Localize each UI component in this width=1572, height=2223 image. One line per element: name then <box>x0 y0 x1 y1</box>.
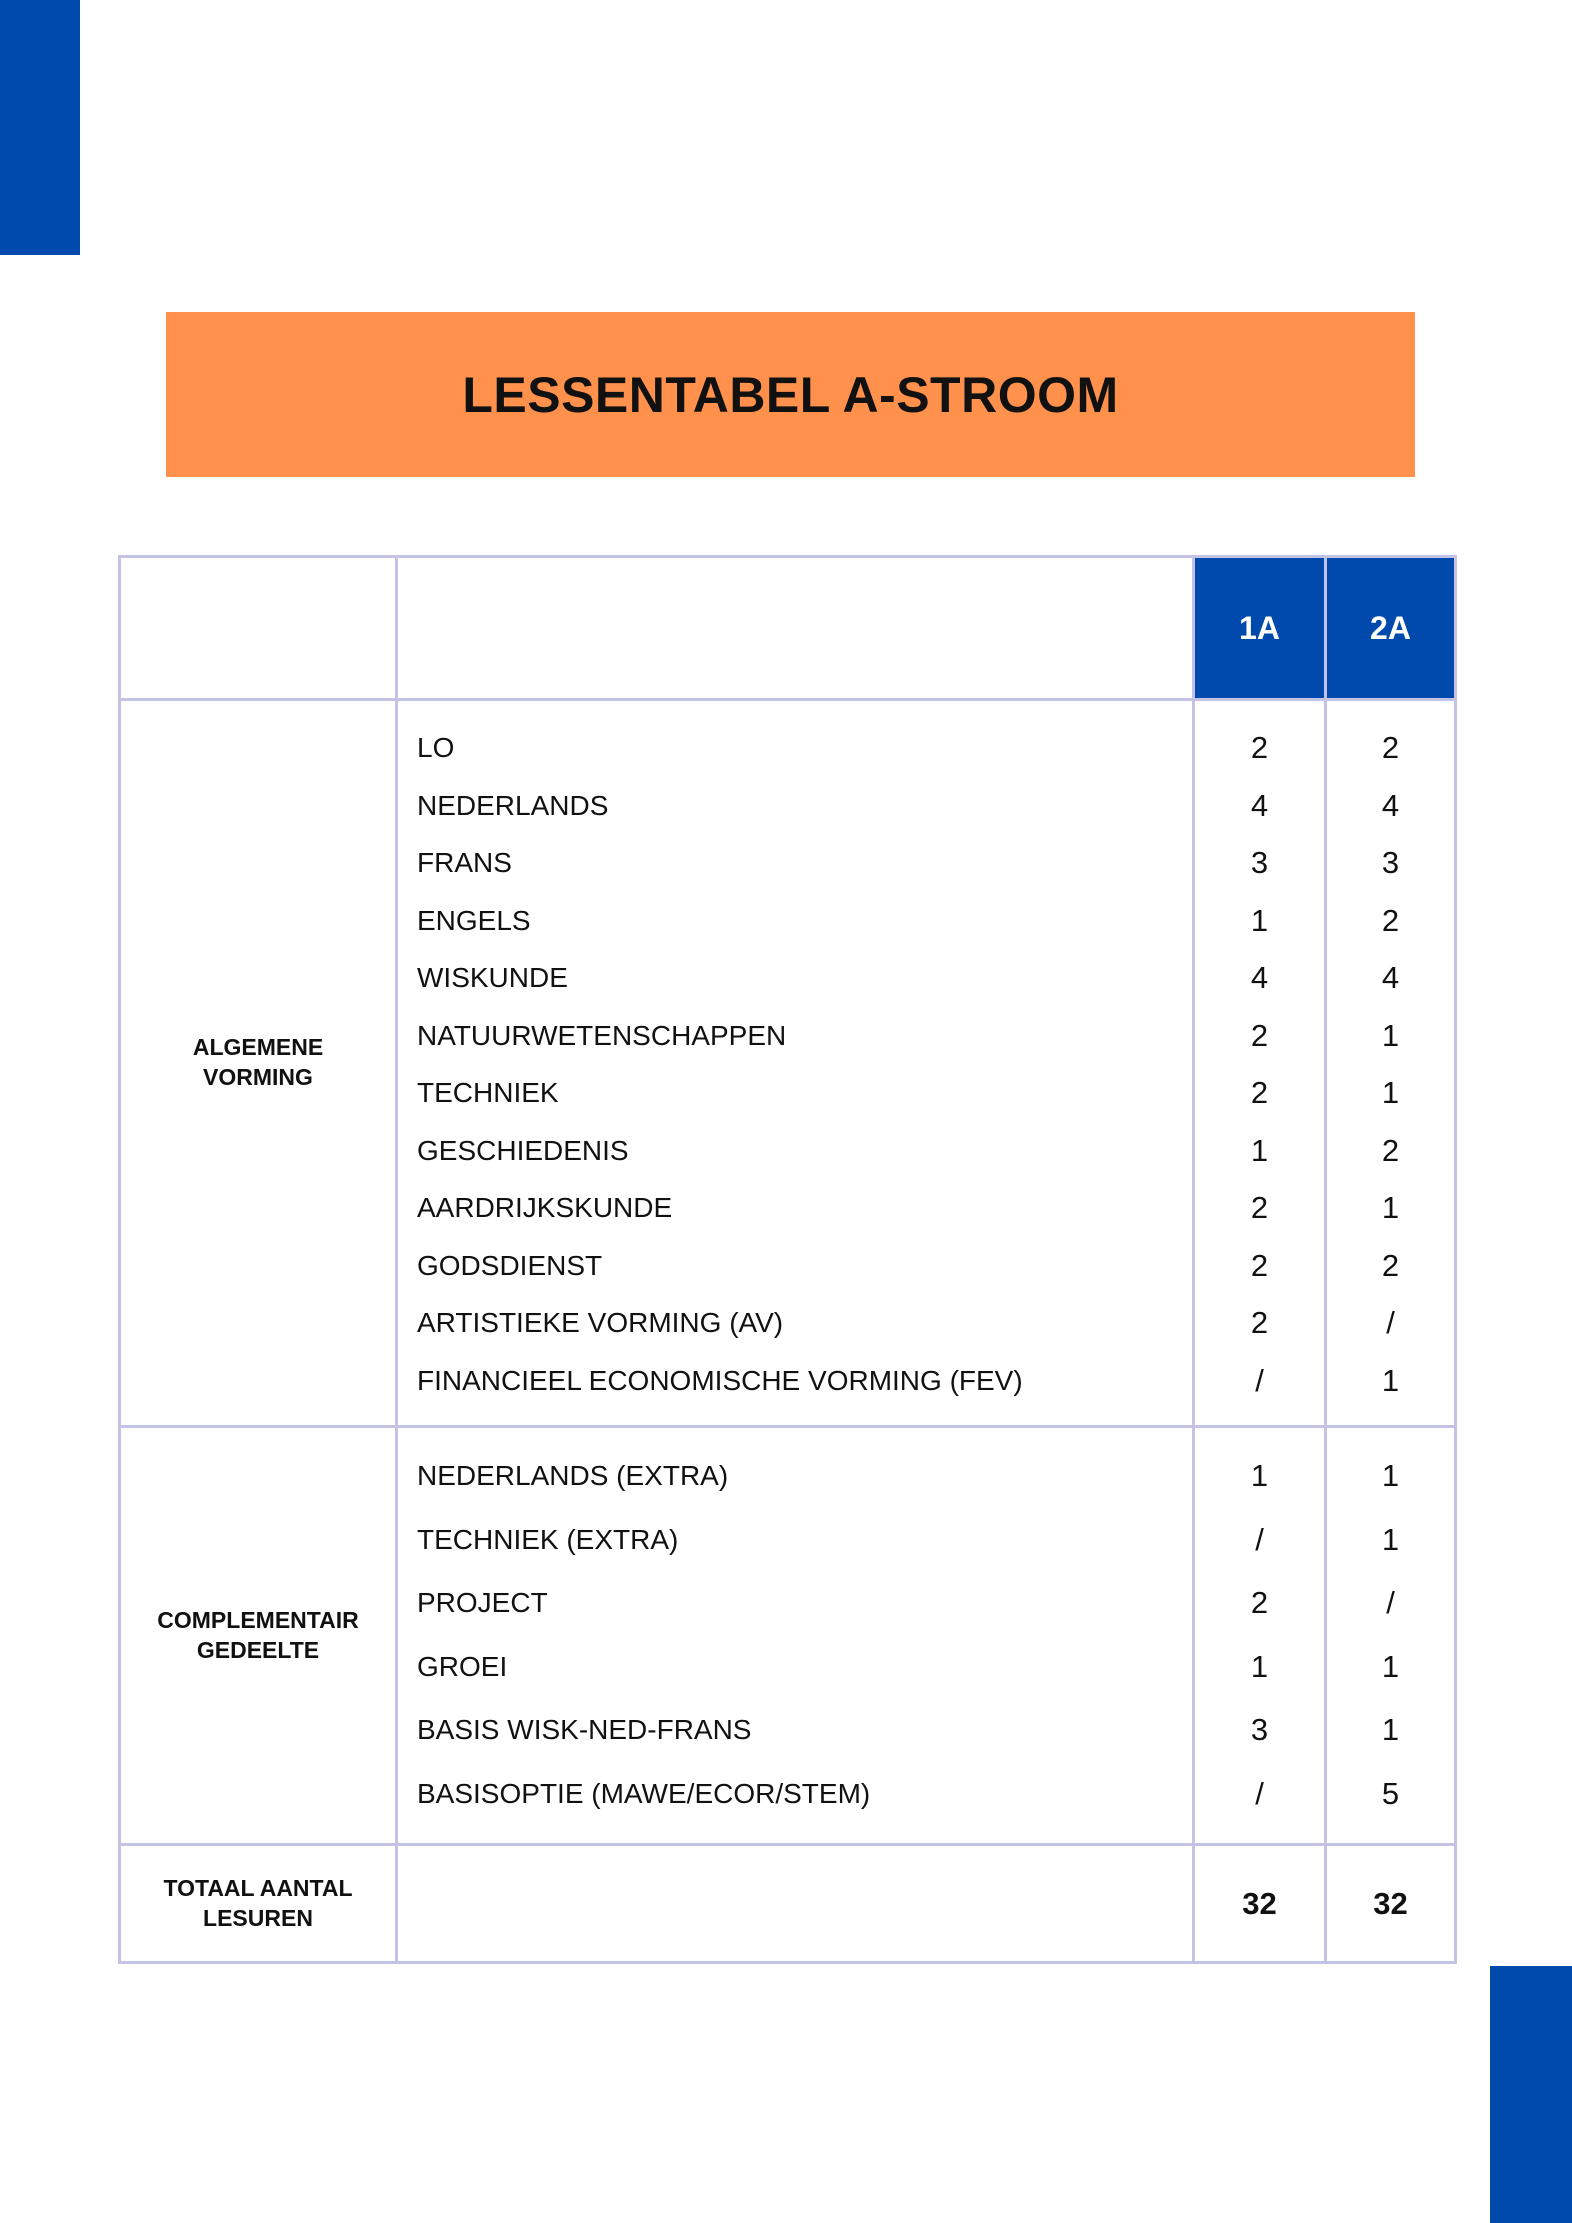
hours-value: 3 <box>1250 845 1269 880</box>
hours-value: / <box>1255 1775 1264 1811</box>
subject-name: NATUURWETENSCHAPPEN <box>417 1019 787 1051</box>
hours-value: 2 <box>1250 1305 1269 1340</box>
table-header-row <box>120 557 1456 700</box>
hours-value: 1 <box>1250 902 1269 938</box>
total-1a: 32 <box>1194 1845 1326 1963</box>
hours-value: 2 <box>1250 730 1269 765</box>
lessentabel-table <box>118 555 1457 1964</box>
subject-name: ENGELS <box>417 904 531 936</box>
group-complementair-gedeelte <box>120 1427 1456 1845</box>
hours-value: / <box>1386 1305 1395 1340</box>
page-title: LESSENTABEL A-STROOM <box>462 366 1119 423</box>
subject-name: NEDERLANDS (EXTRA) <box>417 1460 729 1491</box>
subject-column <box>397 1427 1194 1845</box>
hours-value: 1 <box>1381 1017 1400 1053</box>
hours-value: 2 <box>1250 1017 1269 1053</box>
hours-value: / <box>1386 1585 1395 1620</box>
subject-name: TECHNIEK (EXTRA) <box>417 1523 679 1555</box>
hours-value: 2 <box>1381 902 1400 938</box>
hours-value: 4 <box>1381 787 1400 823</box>
header-empty-category <box>120 557 397 700</box>
group-algemene-vorming <box>120 700 1456 1427</box>
subject-name: GESCHIEDENIS <box>417 1134 629 1166</box>
subject-column <box>397 700 1194 1427</box>
hours-value: 1 <box>1381 1521 1400 1557</box>
hours-value: 2 <box>1381 1247 1400 1283</box>
header-empty-subject <box>397 557 1194 700</box>
subject-name: BASIS WISK-NED-FRANS <box>417 1714 752 1745</box>
grade-header-2a: 2A <box>1326 557 1456 700</box>
subject-name: FRANS <box>417 847 512 878</box>
hours-value: 1 <box>1250 1648 1269 1684</box>
subject-name: WISKUNDE <box>417 962 568 993</box>
subject-name: AARDRIJKSKUNDE <box>417 1192 673 1223</box>
subject-name: ARTISTIEKE VORMING (AV) <box>417 1307 784 1338</box>
subject-name: LO <box>417 732 455 763</box>
subject-name: FINANCIEEL ECONOMISCHE VORMING (FEV) <box>417 1364 1023 1396</box>
total-2a: 32 <box>1326 1845 1456 1963</box>
hours-value: 4 <box>1250 787 1269 823</box>
hours-value: 4 <box>1381 960 1400 995</box>
title-banner <box>166 312 1415 477</box>
hours-value: / <box>1255 1362 1264 1398</box>
hours-value: / <box>1255 1521 1264 1557</box>
hours-value: 4 <box>1250 960 1269 995</box>
subject-name: TECHNIEK <box>417 1077 559 1108</box>
hours-1a-column <box>1194 1427 1326 1845</box>
hours-value: 2 <box>1381 730 1400 765</box>
hours-value: 2 <box>1250 1585 1269 1620</box>
hours-value: 1 <box>1381 1712 1400 1747</box>
category-label: COMPLEMENTAIR GEDEELTE <box>120 1427 397 1845</box>
hours-value: 5 <box>1381 1775 1400 1811</box>
hours-value: 1 <box>1381 1458 1400 1493</box>
bottom-right-accent-bar <box>1490 1966 1572 2223</box>
top-left-accent-bar <box>0 0 80 255</box>
hours-value: 1 <box>1381 1075 1400 1110</box>
hours-value: 2 <box>1381 1132 1400 1168</box>
hours-2a-column <box>1326 1427 1456 1845</box>
subject-name: NEDERLANDS <box>417 789 609 821</box>
hours-value: 1 <box>1250 1458 1269 1493</box>
subject-name: GROEI <box>417 1650 508 1682</box>
hours-1a-column <box>1194 700 1326 1427</box>
hours-value: 1 <box>1381 1648 1400 1684</box>
hours-value: 3 <box>1381 845 1400 880</box>
total-empty-subject <box>397 1845 1194 1963</box>
grade-header-1a: 1A <box>1194 557 1326 700</box>
subject-name: BASISOPTIE (MAWE/ECOR/STEM) <box>417 1777 871 1809</box>
hours-value: 2 <box>1250 1247 1269 1283</box>
hours-value: 2 <box>1250 1190 1269 1225</box>
subject-name: GODSDIENST <box>417 1249 603 1281</box>
hours-value: 2 <box>1250 1075 1269 1110</box>
hours-value: 1 <box>1381 1190 1400 1225</box>
category-label: ALGEMENE VORMING <box>120 700 397 1427</box>
total-label: TOTAAL AANTAL LESUREN <box>120 1845 397 1963</box>
hours-2a-column <box>1326 700 1456 1427</box>
subject-name: PROJECT <box>417 1587 548 1618</box>
hours-value: 3 <box>1250 1712 1269 1747</box>
hours-value: 1 <box>1381 1362 1400 1398</box>
hours-value: 1 <box>1250 1132 1269 1168</box>
total-row <box>120 1845 1456 1963</box>
